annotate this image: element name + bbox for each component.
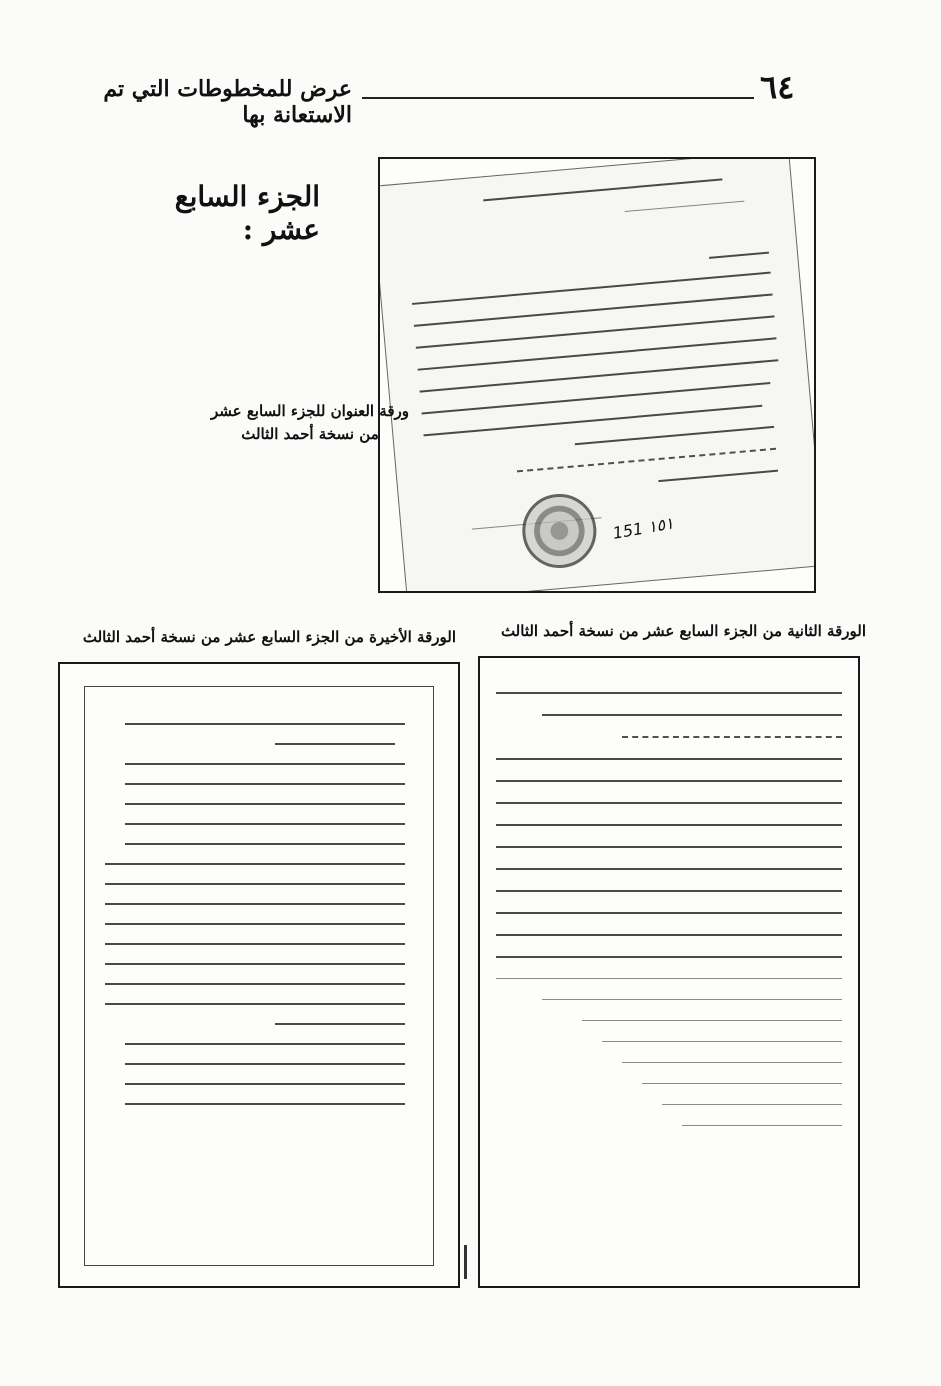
last-leaf-image (58, 662, 460, 1288)
manuscript-page-border (84, 686, 434, 1266)
folio-number-arabic: ١٥١ (646, 513, 676, 537)
title-leaf-caption (200, 400, 420, 447)
page-number: ٦٤ (760, 68, 795, 106)
second-leaf-image (478, 656, 860, 1288)
manuscript-handwriting (496, 692, 842, 1126)
manuscript-handwriting (403, 178, 760, 537)
second-leaf-caption: الورقة الثانية من الجزء السابع عشر من نسخة أحمد الثالث (500, 622, 866, 640)
title-leaf-caption-line2: من نسخة أحمد الثالث (241, 425, 379, 444)
running-title: عرض للمخطوطات التي تم الاستعانة بها (103, 76, 352, 128)
header-rule (362, 97, 754, 99)
part-heading: الجزء السابع عشر : (174, 180, 320, 246)
title-leaf-caption-line1: ورقة العنوان للجزء السابع عشر (210, 402, 410, 420)
margin-mark (464, 1245, 467, 1279)
folio-number-latin: 151 (611, 518, 645, 543)
folio-number (611, 513, 675, 542)
title-leaf-image (378, 157, 816, 593)
last-leaf-caption: الورقة الأخيرة من الجزء السابع عشر من نسخة أحمد الثالث (82, 628, 456, 646)
manuscript-handwriting (105, 723, 405, 1105)
manuscript-paper (378, 157, 816, 593)
